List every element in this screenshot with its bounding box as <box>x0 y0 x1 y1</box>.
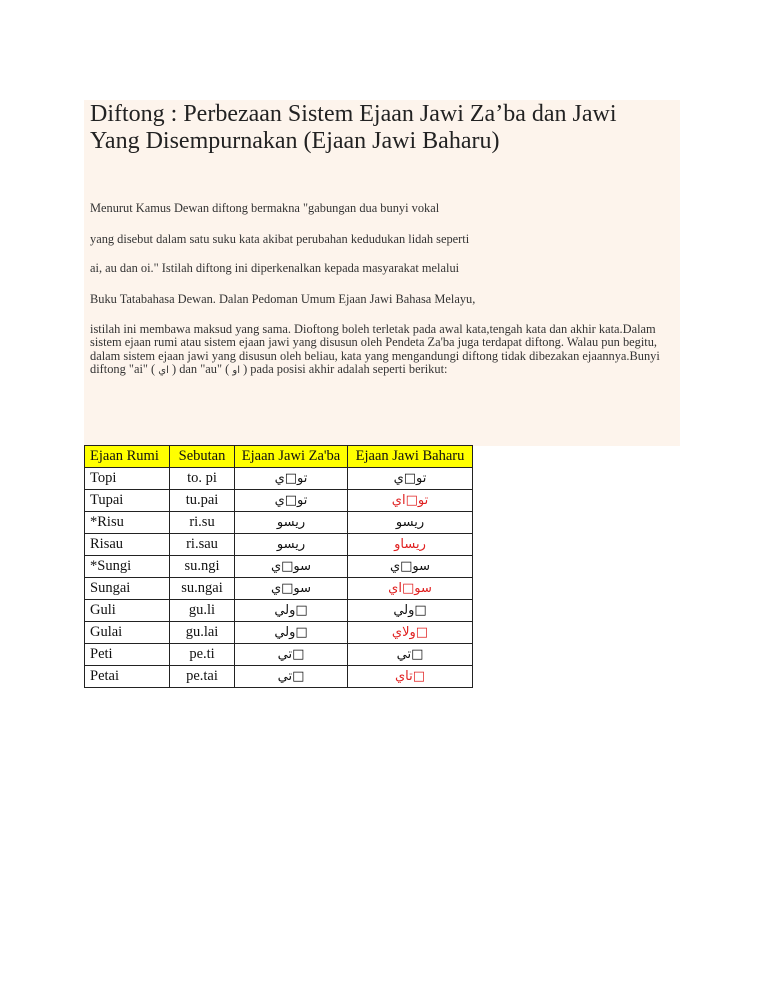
cell-jawi-baharu: ريسو <box>348 512 473 534</box>
paragraph-5-text-b: ) dan "au" ( <box>172 362 230 377</box>
cell-sebutan: to. pi <box>170 468 235 490</box>
cell-jawi-zaba: ريسو <box>235 512 348 534</box>
table-header-row <box>85 446 473 468</box>
cell-rumi: Peti <box>85 644 170 666</box>
cell-jawi-baharu-highlighted: □تاي <box>348 666 473 688</box>
cell-rumi: Sungai <box>85 578 170 600</box>
table-row <box>85 578 473 600</box>
cell-jawi-zaba: □ولي <box>235 600 348 622</box>
cell-rumi: *Risu <box>85 512 170 534</box>
table-row <box>85 622 473 644</box>
cell-jawi-baharu-highlighted: □ولاي <box>348 622 473 644</box>
cell-rumi: Tupai <box>85 490 170 512</box>
paragraph-4: Buku Tatabahasa Dewan. Dalan Pedoman Umum Ejaan Jawi Bahasa Melayu, <box>90 292 476 306</box>
cell-jawi-zaba: □تي <box>235 666 348 688</box>
diphthong-au-jawi: او <box>232 365 240 377</box>
header-ejaan-jawi-baharu: Ejaan Jawi Baharu <box>348 446 473 468</box>
header-ejaan-jawi-zaba: Ejaan Jawi Za'ba <box>235 446 348 468</box>
table-row <box>85 468 473 490</box>
paragraph-5 <box>90 323 670 378</box>
cell-jawi-zaba: سو□ي <box>235 578 348 600</box>
table-row <box>85 556 473 578</box>
header-ejaan-rumi: Ejaan Rumi <box>85 446 170 468</box>
cell-sebutan: pe.tai <box>170 666 235 688</box>
cell-jawi-baharu-highlighted: ريساو <box>348 534 473 556</box>
cell-sebutan: ri.sau <box>170 534 235 556</box>
diphthong-ai-jawi: اي <box>158 365 169 377</box>
cell-jawi-zaba: تو□ي <box>235 468 348 490</box>
table-row <box>85 534 473 556</box>
cell-jawi-baharu: تو□ي <box>348 468 473 490</box>
table-row <box>85 644 473 666</box>
spelling-comparison-table <box>84 445 473 688</box>
cell-rumi: Petai <box>85 666 170 688</box>
cell-sebutan: gu.li <box>170 600 235 622</box>
paragraph-5-text-a: istilah ini membawa maksud yang sama. Dioftong boleh terletak pada awal kata,tengah kata dan akhir kata.Dalam sistem ejaan rumi atau sistem ejaan jawi yang disusun oleh Pendeta Za'ba juga terdapat diftong. Walau pun begitu, dalam sistem ejaan jawi yang disusun oleh beliau, kata yang mengandungi diftong tidak dibezakan ejaannya.Bunyi diftong "ai" ( <box>90 322 660 377</box>
cell-rumi: Topi <box>85 468 170 490</box>
cell-jawi-zaba: سو□ي <box>235 556 348 578</box>
paragraph-5-text-c: ) pada posisi akhir adalah seperti berikut: <box>243 362 448 377</box>
cell-jawi-zaba: تو□ي <box>235 490 348 512</box>
paragraph-2: yang disebut dalam satu suku kata akibat perubahan kedudukan lidah seperti <box>90 232 470 246</box>
cell-rumi: Guli <box>85 600 170 622</box>
cell-sebutan: su.ngi <box>170 556 235 578</box>
table-row <box>85 512 473 534</box>
cell-sebutan: su.ngai <box>170 578 235 600</box>
cell-sebutan: ri.su <box>170 512 235 534</box>
cell-jawi-zaba: ريسو <box>235 534 348 556</box>
cell-rumi: Risau <box>85 534 170 556</box>
cell-rumi: Gulai <box>85 622 170 644</box>
cell-jawi-baharu-highlighted: تو□اي <box>348 490 473 512</box>
cell-rumi: *Sungi <box>85 556 170 578</box>
table-row <box>85 666 473 688</box>
cell-jawi-zaba: □ولي <box>235 622 348 644</box>
cell-jawi-zaba: □تي <box>235 644 348 666</box>
table-row <box>85 600 473 622</box>
cell-jawi-baharu: □ولي <box>348 600 473 622</box>
cell-sebutan: gu.lai <box>170 622 235 644</box>
cell-sebutan: pe.ti <box>170 644 235 666</box>
cell-sebutan: tu.pai <box>170 490 235 512</box>
cell-jawi-baharu-highlighted: سو□اي <box>348 578 473 600</box>
paragraph-3: ai, au dan oi." Istilah diftong ini diperkenalkan kepada masyarakat melalui <box>90 261 460 275</box>
article-title: Diftong : Perbezaan Sistem Ejaan Jawi Za’ba dan Jawi Yang Disempurnakan (Ejaan Jawi Baharu) <box>90 101 617 154</box>
cell-jawi-baharu: □تي <box>348 644 473 666</box>
paragraph-1: Menurut Kamus Dewan diftong bermakna "gabungan dua bunyi vokal <box>90 201 440 215</box>
header-sebutan: Sebutan <box>170 446 235 468</box>
table-row <box>85 490 473 512</box>
cell-jawi-baharu: سو□ي <box>348 556 473 578</box>
